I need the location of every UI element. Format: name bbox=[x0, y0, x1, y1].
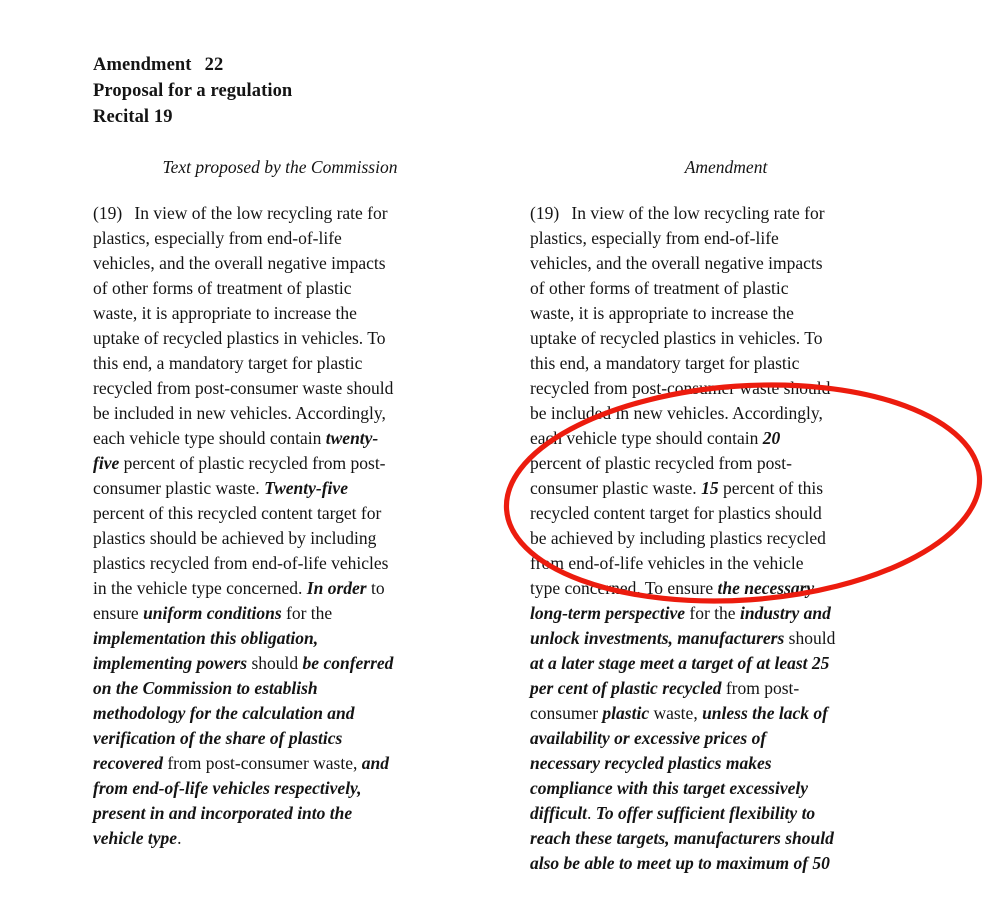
commission-column-header: Text proposed by the Commission bbox=[162, 157, 398, 177]
text-segment: percent of plastic recycled from post- bbox=[530, 453, 792, 473]
text-line bbox=[93, 726, 467, 751]
text-segment: for the bbox=[685, 603, 740, 623]
text-line bbox=[93, 576, 467, 601]
commission-column bbox=[93, 155, 467, 876]
text-segment: percent of this bbox=[718, 478, 824, 498]
amended-text-segment: difficult bbox=[530, 803, 588, 823]
text-line bbox=[93, 651, 467, 676]
text-line bbox=[93, 301, 467, 326]
amended-text-segment: also be able to meet up to maximum of 50 bbox=[530, 853, 830, 873]
amendment-column-text bbox=[530, 201, 922, 876]
text-line bbox=[530, 226, 922, 251]
text-segment: vehicles, and the overall negative impacts bbox=[93, 253, 386, 273]
text-line bbox=[530, 726, 922, 751]
text-segment: consumer plastic waste. bbox=[93, 478, 265, 498]
text-segment: plastics, especially from end-of-life bbox=[93, 228, 342, 248]
text-line bbox=[93, 251, 467, 276]
text-line bbox=[530, 701, 922, 726]
text-line bbox=[530, 826, 922, 851]
text-segment: this end, a mandatory target for plastic bbox=[93, 353, 363, 373]
text-segment: for the bbox=[281, 603, 333, 623]
amended-text-segment: present in and incorporated into the bbox=[93, 803, 353, 823]
text-segment: should bbox=[784, 628, 836, 648]
text-line bbox=[530, 451, 922, 476]
text-segment: this end, a mandatory target for plastic bbox=[530, 353, 800, 373]
text-segment: should bbox=[247, 653, 303, 673]
text-line bbox=[93, 551, 467, 576]
text-segment: . bbox=[587, 803, 596, 823]
text-segment: consumer plastic waste. bbox=[530, 478, 702, 498]
text-segment: from post-consumer waste, bbox=[162, 753, 362, 773]
text-line bbox=[530, 401, 922, 426]
text-line bbox=[530, 426, 922, 451]
text-segment: . bbox=[177, 828, 182, 848]
recital-reference: Recital 19 bbox=[93, 107, 173, 127]
text-line bbox=[530, 351, 922, 376]
proposal-type: Proposal for a regulation bbox=[93, 81, 293, 101]
amended-text-segment: unless the lack of bbox=[702, 703, 828, 723]
text-segment: uptake of recycled plastics in vehicles. To bbox=[530, 328, 823, 348]
text-segment: waste, it is appropriate to increase the bbox=[93, 303, 357, 323]
amended-text-segment: necessary recycled plastics makes bbox=[530, 753, 772, 773]
text-segment: plastics should be achieved by including bbox=[93, 528, 377, 548]
text-segment: percent of plastic recycled from post- bbox=[119, 453, 386, 473]
text-line bbox=[530, 676, 922, 701]
amended-text-segment: twenty- bbox=[325, 428, 379, 448]
amended-text-segment: compliance with this target excessively bbox=[530, 778, 809, 798]
text-segment: plastics recycled from end-of-life vehicles bbox=[93, 553, 389, 573]
text-line bbox=[530, 776, 922, 801]
text-line bbox=[530, 751, 922, 776]
text-line bbox=[530, 526, 922, 551]
text-line bbox=[530, 251, 922, 276]
amended-text-segment: verification of the share of plastics bbox=[93, 728, 343, 748]
text-line bbox=[93, 451, 467, 476]
text-segment: uptake of recycled plastics in vehicles. To bbox=[93, 328, 386, 348]
text-segment: be included in new vehicles. Accordingly, bbox=[530, 403, 823, 423]
text-line bbox=[93, 401, 467, 426]
amendment-number: Amendment 22 bbox=[93, 55, 224, 75]
amended-text-segment: In order bbox=[306, 578, 367, 598]
amended-text-segment: five bbox=[93, 453, 120, 473]
text-segment: percent of this recycled content target for bbox=[93, 503, 382, 523]
text-line bbox=[530, 551, 922, 576]
amended-text-segment: industry and bbox=[739, 603, 831, 623]
text-line bbox=[93, 526, 467, 551]
text-line bbox=[93, 351, 467, 376]
text-segment: each vehicle type should contain bbox=[530, 428, 763, 448]
text-segment: (19) In view of the low recycling rate for bbox=[93, 203, 388, 223]
text-segment: recycled content target for plastics should bbox=[530, 503, 822, 523]
text-segment: from end-of-life vehicles in the vehicle bbox=[530, 553, 804, 573]
amended-text-segment: from end-of-life vehicles respectively, bbox=[93, 778, 362, 798]
text-segment: of other forms of treatment of plastic bbox=[530, 278, 789, 298]
text-line bbox=[93, 601, 467, 626]
amended-text-segment: unlock investments, manufacturers bbox=[530, 628, 785, 648]
amended-text-segment: uniform conditions bbox=[143, 603, 282, 623]
amendment-header bbox=[93, 52, 292, 130]
text-line bbox=[530, 326, 922, 351]
text-segment: vehicles, and the overall negative impacts bbox=[530, 253, 823, 273]
text-line bbox=[93, 751, 467, 776]
amended-text-segment: reach these targets, manufacturers should bbox=[530, 828, 834, 848]
text-line bbox=[93, 326, 467, 351]
text-segment: be included in new vehicles. Accordingly, bbox=[93, 403, 386, 423]
text-line bbox=[530, 376, 922, 401]
text-segment: each vehicle type should contain bbox=[93, 428, 326, 448]
text-segment: waste, it is appropriate to increase the bbox=[530, 303, 794, 323]
amended-text-segment: long-term perspective bbox=[530, 603, 686, 623]
text-line bbox=[530, 801, 922, 826]
text-line bbox=[93, 701, 467, 726]
text-segment: be achieved by including plastics recycled bbox=[530, 528, 826, 548]
text-line bbox=[93, 376, 467, 401]
text-segment: plastics, especially from end-of-life bbox=[530, 228, 779, 248]
amended-text-segment: vehicle type bbox=[93, 828, 178, 848]
amended-text-segment: implementing powers bbox=[93, 653, 248, 673]
amended-text-segment: To offer sufficient flexibility to bbox=[595, 803, 816, 823]
text-line bbox=[93, 626, 467, 651]
text-segment: recycled from post-consumer waste should bbox=[530, 378, 831, 398]
amended-text-segment: availability or excessive prices of bbox=[530, 728, 767, 748]
text-segment: type concerned. To ensure bbox=[530, 578, 718, 598]
text-line bbox=[93, 476, 467, 501]
text-line bbox=[530, 476, 922, 501]
amended-text-segment: methodology for the calculation and bbox=[93, 703, 355, 723]
amended-text-segment: be conferred bbox=[302, 653, 394, 673]
amended-text-segment: implementation this obligation, bbox=[93, 628, 319, 648]
text-segment: from post- bbox=[721, 678, 800, 698]
text-line bbox=[93, 676, 467, 701]
text-line bbox=[93, 426, 467, 451]
amended-text-segment: at a later stage meet a target of at least 25 bbox=[530, 653, 830, 673]
text-line bbox=[93, 776, 467, 801]
text-segment: (19) In view of the low recycling rate for bbox=[530, 203, 825, 223]
text-line bbox=[530, 626, 922, 651]
text-line bbox=[530, 601, 922, 626]
text-segment: in the vehicle type concerned. bbox=[93, 578, 307, 598]
text-line bbox=[93, 276, 467, 301]
text-line bbox=[530, 576, 922, 601]
text-line bbox=[530, 276, 922, 301]
amended-text-segment: 20 bbox=[762, 428, 781, 448]
text-line bbox=[530, 301, 922, 326]
text-segment: ensure bbox=[93, 603, 144, 623]
text-line bbox=[530, 651, 922, 676]
text-segment: waste, bbox=[649, 703, 703, 723]
amended-text-segment: the necessary bbox=[717, 578, 815, 598]
commission-column-text bbox=[93, 201, 467, 851]
text-segment: to bbox=[366, 578, 385, 598]
amended-text-segment: on the Commission to establish bbox=[93, 678, 318, 698]
text-line bbox=[530, 501, 922, 526]
amended-text-segment: plastic bbox=[602, 703, 650, 723]
text-segment: of other forms of treatment of plastic bbox=[93, 278, 352, 298]
text-line bbox=[93, 801, 467, 826]
amended-text-segment: and bbox=[361, 753, 389, 773]
amended-text-segment: Twenty-five bbox=[264, 478, 348, 498]
text-segment: consumer bbox=[530, 703, 603, 723]
text-line bbox=[93, 201, 467, 226]
amended-text-segment: 15 bbox=[701, 478, 719, 498]
amended-text-segment: recovered bbox=[93, 753, 163, 773]
text-line bbox=[93, 501, 467, 526]
amended-text-segment: per cent of plastic recycled bbox=[530, 678, 722, 698]
text-line bbox=[530, 201, 922, 226]
amendment-column bbox=[530, 155, 922, 876]
text-segment: recycled from post-consumer waste should bbox=[93, 378, 394, 398]
amendment-column-header: Amendment bbox=[684, 157, 768, 177]
two-column-comparison bbox=[93, 155, 922, 876]
text-line bbox=[93, 826, 467, 851]
text-line bbox=[530, 851, 922, 876]
text-line bbox=[93, 226, 467, 251]
